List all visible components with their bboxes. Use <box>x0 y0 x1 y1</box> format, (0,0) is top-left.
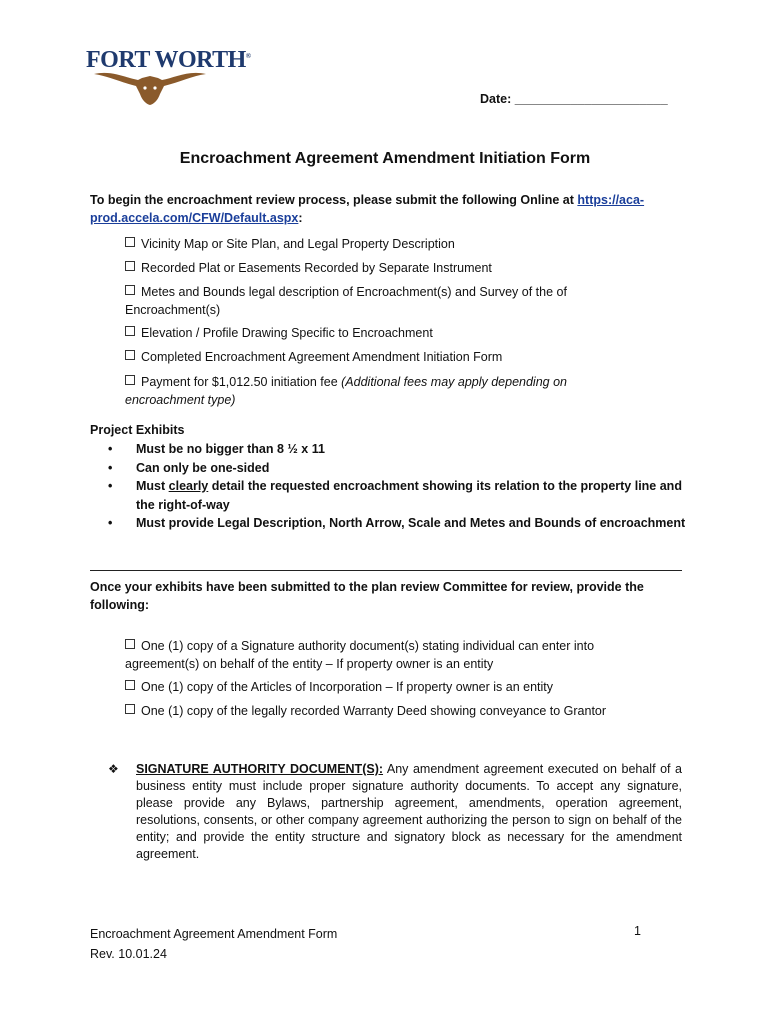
exhibits-heading: Project Exhibits <box>90 423 185 437</box>
signature-authority-text: SIGNATURE AUTHORITY DOCUMENT(S): Any amendment agreement executed on behalf of a business entity must include proper signature authority documents. To accept any signature, please provide any Bylaws, partnership agreement, amendments, operation agreement, resolutions, consents, or other company agreement authorizing the person to sign on behalf of the entity; and provide the entity structure and signatory block as necessary for the amendment agreement. <box>136 762 682 861</box>
checklist-item: One (1) copy of a Signature authority document(s) stating individual can enter into agreement(s) on behalf of the entity – If property owner is an entity <box>125 639 595 671</box>
checklist-item: One (1) copy of the legally recorded Warranty Deed showing conveyance to Grantor <box>125 702 685 720</box>
longhorn-icon <box>92 68 208 108</box>
online-portal-link[interactable]: https://aca-prod.accela.com/CFW/Default.aspx <box>90 193 645 225</box>
checkbox-icon[interactable] <box>125 237 135 247</box>
checkbox-icon[interactable] <box>125 350 135 360</box>
list-item: • Can only be one-sided <box>108 459 688 478</box>
checkbox-icon[interactable] <box>125 704 135 714</box>
section-divider <box>90 570 682 571</box>
checklist-item: Elevation / Profile Drawing Specific to Encroachment <box>125 324 675 342</box>
fort-worth-logo <box>86 42 251 108</box>
checklist-item: Vicinity Map or Site Plan, and Legal Property Description <box>125 235 675 253</box>
bullet-icon: • <box>108 479 113 493</box>
checkbox-icon[interactable] <box>125 261 135 271</box>
bullet-icon: • <box>108 442 113 456</box>
page-title: Encroachment Agreement Amendment Initiation Form <box>179 150 591 167</box>
checklist-item: Metes and Bounds legal description of Encroachment(s) and Survey of the of Encroachment(s) <box>125 285 567 317</box>
checkbox-icon[interactable] <box>125 375 135 385</box>
checklist-item: Recorded Plat or Easements Recorded by Separate Instrument <box>125 259 675 277</box>
footer <box>90 924 337 964</box>
page-number: 1 <box>634 924 641 938</box>
checkbox-icon[interactable] <box>125 639 135 649</box>
checklist-item: Completed Encroachment Agreement Amendment Initiation Form <box>125 348 675 366</box>
payment-item: Payment for $1,012.50 initiation fee (Additional fees may apply depending on encroachment type) <box>125 375 567 407</box>
checkbox-icon[interactable] <box>125 326 135 336</box>
footer-revision: Rev. 10.01.24 <box>90 947 167 961</box>
footer-title: Encroachment Agreement Amendment Form <box>90 927 338 941</box>
checkbox-icon[interactable] <box>125 285 135 295</box>
bullet-icon: • <box>108 516 113 530</box>
list-item: • Must clearly detail the requested encroachment showing its relation to the property line and the right-of-way <box>108 479 682 512</box>
date-field: Date: ______________________ <box>480 92 668 106</box>
list-item: • Must provide Legal Description, North Arrow, Scale and Metes and Bounds of encroachment <box>108 514 688 533</box>
signature-authority-section <box>108 761 682 863</box>
intro-text: To begin the encroachment review process, please submit the following Online at https://aca-prod.accela.com/CFW/Default.aspx: <box>90 193 645 225</box>
checkbox-icon[interactable] <box>125 680 135 690</box>
exhibits-list <box>108 440 688 533</box>
diamond-bullet-icon: ❖ <box>108 762 119 776</box>
checklist-item: One (1) copy of the Articles of Incorporation – If property owner is an entity <box>125 678 670 696</box>
list-item: • Must be no bigger than 8 ½ x 11 <box>108 440 688 459</box>
bullet-icon: • <box>108 460 113 475</box>
followup-heading: Once your exhibits have been submitted to the plan review Committee for review, provide the following: <box>90 580 644 612</box>
logo-wordmark: FORT WORTH® <box>86 47 251 73</box>
